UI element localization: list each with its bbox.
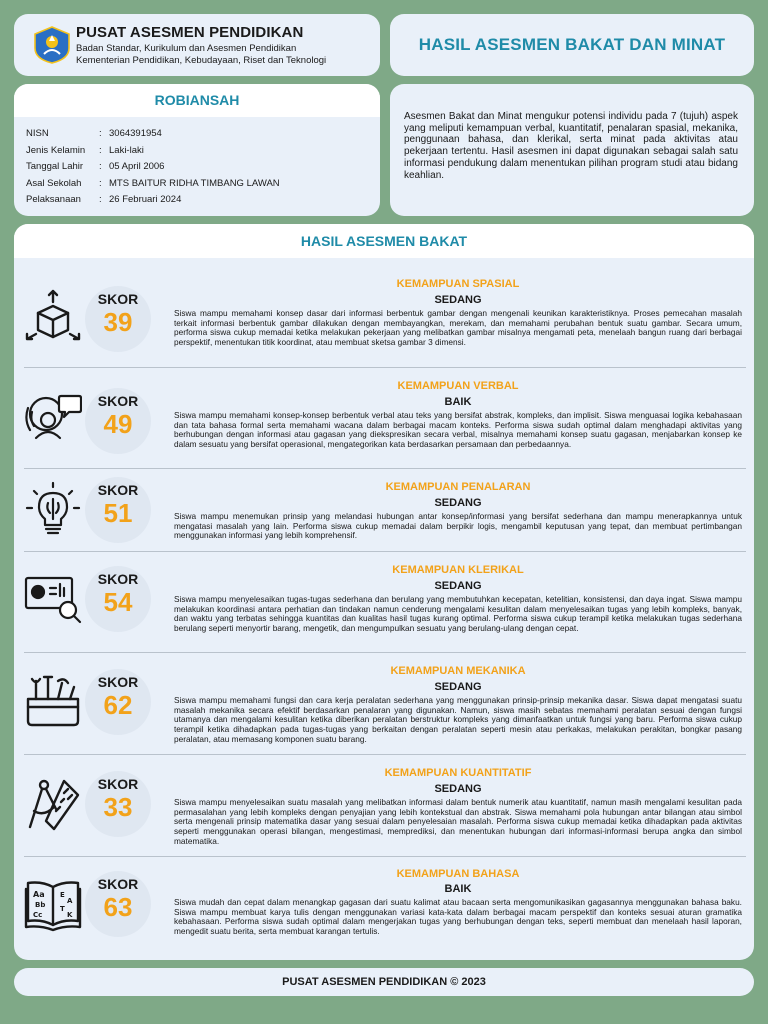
score-label: SKOR xyxy=(97,674,139,690)
score-badge xyxy=(85,388,151,454)
svg-text:K: K xyxy=(67,911,73,919)
org-subtitle-1: Badan Standar, Kurikulum dan Asesmen Pendidikan xyxy=(76,43,297,54)
aspect-title: KEMAMPUAN KLERIKAL xyxy=(392,564,524,576)
lightbulb-icon xyxy=(24,481,82,539)
title-card xyxy=(390,14,754,76)
info-value: MTS BAITUR RIDHA TIMBANG LAWAN xyxy=(109,178,280,189)
svg-text:Aa: Aa xyxy=(33,890,45,899)
svg-text:A: A xyxy=(67,897,73,905)
info-label: Pelaksanaan xyxy=(26,194,81,205)
page-title: HASIL ASESMEN BAKAT DAN MINAT xyxy=(418,35,726,54)
speaking-person-icon xyxy=(24,390,82,448)
aspect-description: Siswa mampu memahami konsep dasar dari informasi berbentuk gambar dengan mengenali keunikan karakteristiknya. Proses pemecahan masalah terkait informasi berbentuk gambar dilakukan dengan membayangkan, merekam, dan memahami perubahan bentuk suatu gambar. Secara umum, performa siswa cukup memadai ketika melakukan pekerjaan yang melibatkan gambar misalnya mengamati peta, menelaah bangun ruang dari berbagai perspektif, menentukan titik koordinat, atau membuat sketsa gambar 3 dimensi. xyxy=(174,308,742,348)
info-colon: : xyxy=(99,194,102,205)
info-row-nisn xyxy=(26,128,162,139)
info-value: 26 Februari 2024 xyxy=(109,194,182,205)
aspect-title: KEMAMPUAN SPASIAL xyxy=(396,278,520,290)
info-row-date xyxy=(26,194,181,205)
assessment-description: Asesmen Bakat dan Minat mengukur potensi individu pada 7 (tujuh) aspek yang meliputi kemampuan verbal, kuantitatif, penalaran spasial, mekanika, penggunaan bahasa, dan klerikal, serta minat pada aktivitas atau pekerjaan tertentu. Hasil asesmen ini dapat digunakan sebagai salah satu informasi pendukung dalam menentukan pilihan program studi atau bidang keahlian. xyxy=(404,111,738,181)
aspect-level: BAIK xyxy=(444,396,472,408)
compass-ruler-icon xyxy=(24,775,82,833)
aspect-title: KEMAMPUAN BAHASA xyxy=(396,868,520,880)
divider xyxy=(24,367,746,368)
results-card xyxy=(14,224,754,960)
score-value: 54 xyxy=(103,587,133,617)
results-heading: HASIL ASESMEN BAKAT xyxy=(14,224,754,258)
tut-wuri-handayani-logo xyxy=(32,26,72,64)
aspect-level: SEDANG xyxy=(434,681,482,693)
score-badge xyxy=(85,566,151,632)
aspect-level: SEDANG xyxy=(434,497,482,509)
score-badge xyxy=(85,871,151,937)
score-value: 33 xyxy=(103,792,133,822)
score-badge xyxy=(85,477,151,543)
info-label: Tanggal Lahir xyxy=(26,161,84,172)
aspect-description: Siswa mampu memahami konsep-konsep berbentuk verbal atau teks yang bersifat abstrak, kompleks, dan implisit. Siswa menguasai logika kebahasaan dan tata bahasa formal serta memahami wacana dalam berbagai macam konteks. Performa siswa sudah optimal dalam menghadapi aktivitas yang berhubungan dengan informasi atau gagasan yang diekspresikan secara verbal, misalnya memahami konsep suatu gagasan, menjabarkan konsep ke dalam sesuatu yang bersifat operasional, mengategorikan kata berdasarkan persamaan dan perbedaannya. xyxy=(174,410,742,450)
info-label: Asal Sekolah xyxy=(26,178,82,189)
data-analysis-icon xyxy=(24,570,82,628)
student-info-card xyxy=(14,84,380,216)
score-value: 49 xyxy=(103,409,133,439)
open-book-icon xyxy=(24,875,82,933)
svg-text:Cc: Cc xyxy=(33,911,43,919)
info-value: 3064391954 xyxy=(109,128,162,139)
aspect-description: Siswa mudah dan cepat dalam menangkap gagasan dari suatu kalimat atau bacaan serta mengomunikasikan gagasannya menggunakan bahasa baku. Siswa mampu membuat karya tulis dengan menggunakan variasi kata-kata dalam berbagai macam perspektif dan konteks sesuai aturan gramatika kebahasaan. Performa siswa sudah optimal dalam mengerjakan tugas yang berhubungan dengan teks, seperti membuat dan menelaah hasil laporan, mengedit suatu berita, serta membuat karangan tertulis. xyxy=(174,897,742,937)
info-colon: : xyxy=(99,128,102,139)
divider xyxy=(24,856,746,857)
aspect-level: BAIK xyxy=(444,883,472,895)
score-value: 62 xyxy=(103,690,133,720)
divider xyxy=(24,468,746,469)
organization-header xyxy=(14,14,380,76)
aspect-title: KEMAMPUAN MEKANIKA xyxy=(390,665,526,677)
box-3d-icon xyxy=(24,288,82,346)
divider xyxy=(24,754,746,755)
score-label: SKOR xyxy=(97,776,139,792)
info-colon: : xyxy=(99,145,102,156)
divider xyxy=(24,652,746,653)
footer: PUSAT ASESMEN PENDIDIKAN © 2023 xyxy=(14,968,754,996)
info-value: Laki-laki xyxy=(109,145,144,156)
org-subtitle-2: Kementerian Pendidikan, Kebudayaan, Riset dan Teknologi xyxy=(76,55,327,66)
info-row-birthdate xyxy=(26,161,164,172)
aspect-description: Siswa mampu menyelesaikan suatu masalah yang melibatkan informasi dalam bentuk numerik atau kuantitatif, namun masih mengalami kesulitan pada permasalahan yang lebih kompleks dengan penyajian yang lebih kontekstual dan abstrak. Siswa memahami pola hubungan antar bilangan atau simbol serta mengenali prinsip matematika dasar yang sesuai dalam penyelesaian masalah. Performa siswa cukup memadai ketika dihadapkan pada aktivitas seperti menggunakan operasi bilangan, mengestimasi, memprediksi, dan menentukan hubungan dari informasi-informasi berupa angka dan simbol matematika. xyxy=(174,797,742,846)
info-row-school xyxy=(26,178,280,189)
info-label: Jenis Kelamin xyxy=(26,145,86,156)
score-label: SKOR xyxy=(97,876,139,892)
info-label: NISN xyxy=(26,128,49,139)
aspect-level: SEDANG xyxy=(434,580,482,592)
score-value: 63 xyxy=(103,892,133,922)
score-label: SKOR xyxy=(97,393,139,409)
svg-text:E: E xyxy=(60,891,65,899)
score-value: 39 xyxy=(103,307,133,337)
aspect-level: SEDANG xyxy=(434,294,482,306)
score-label: SKOR xyxy=(97,482,139,498)
info-row-gender xyxy=(26,145,144,156)
score-value: 51 xyxy=(103,498,133,528)
aspect-description: Siswa mampu menemukan prinsip yang melandasi hubungan antar konsep/informasi yang bersifat sederhana dan mampu menerapkannya untuk mengatasi masalah yang lain. Performa siswa cukup memadai dalam berpikir logis, mengambil keputusan yang tepat, dan membuat pertimbangan menggunakan informasi yang lebih komprehensif. xyxy=(174,511,742,541)
aspect-title: KEMAMPUAN PENALARAN xyxy=(385,481,531,493)
score-badge xyxy=(85,771,151,837)
info-colon: : xyxy=(99,161,102,172)
aspect-description: Siswa mampu menyelesaikan tugas-tugas sederhana dan berulang yang membutuhkan kecepatan, ketelitian, konsistensi, dan daya ingat. Siswa mampu melakukan koordinasi antara perhatian dan tindakan namun cenderung mengalami kesulitan dalam menyelesaikan tugas yang lebih kompleks, banyak, dan waktu yang terbatas sehingga kuantitas dan kualitas hasil tugas kurang optimal. Performa siswa cukup terampil ketika melakukan tugas sederhana berulang seperti menyortir barang, mengetik, dan mengumpulkan sesuatu yang berulang-ulang dengan cepat. xyxy=(174,594,742,634)
aspect-title: KEMAMPUAN KUANTITATIF xyxy=(384,767,532,779)
description-card xyxy=(390,84,754,216)
info-value: 05 April 2006 xyxy=(109,161,165,172)
score-label: SKOR xyxy=(97,291,139,307)
divider xyxy=(24,551,746,552)
svg-text:T: T xyxy=(60,905,65,913)
info-colon: : xyxy=(99,178,102,189)
score-label: SKOR xyxy=(97,571,139,587)
toolbox-icon xyxy=(24,673,82,731)
student-name: ROBIANSAH xyxy=(14,84,380,117)
org-name: PUSAT ASESMEN PENDIDIKAN xyxy=(76,24,304,41)
aspect-title: KEMAMPUAN VERBAL xyxy=(397,380,519,392)
aspect-description: Siswa mampu memahami fungsi dan cara kerja peralatan sederhana yang menggunakan prinsip-prinsip mekanika dasar. Siswa dapat mengatasi suatu masalah mekanika secara efektif berdasarkan penalaran yang digunakan. Namun, siswa masih sebatas memahami peralatan sesuai dengan fungsi utamanya dan mengalami kesulitan ketika diberikan peralatan berstruktur kompleks yang dimanfaatkan untuk fungsi yang baru. Performa siswa cukup terampil ketika dihadapkan pada tugas-tugas yang berkaitan dengan peralatan seperti mesin atau perkakas, melakukan perakitan, bongkar pasang peralatan, atau memasang komponen suatu barang. xyxy=(174,695,742,744)
score-badge xyxy=(85,669,151,735)
svg-text:Bb: Bb xyxy=(35,901,46,909)
score-badge xyxy=(85,286,151,352)
aspect-level: SEDANG xyxy=(434,783,482,795)
